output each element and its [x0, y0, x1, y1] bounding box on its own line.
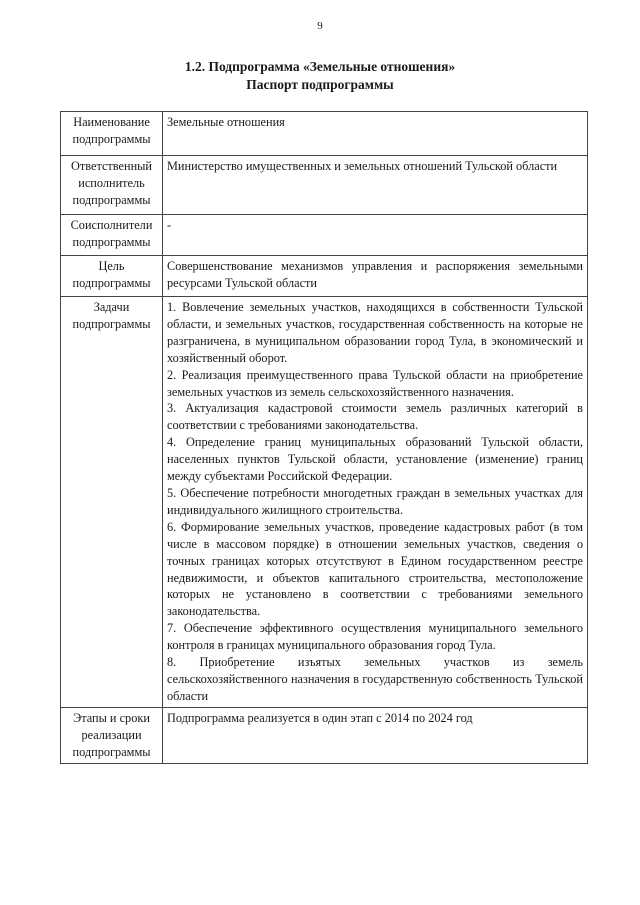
- row-label: Наименование подпрограммы: [61, 112, 163, 156]
- task-item: 4. Определение границ муниципальных образований Тульской области, населенных пунктов Тульской области, установление (изменение) границ между субъектами Российской Федерации.: [167, 435, 583, 484]
- row-label: Соисполнители подпрограммы: [61, 215, 163, 256]
- task-item: 8. Приобретение изъятых земельных участков из земель сельскохозяйственного назначения в государственную собственность Тульской области: [167, 655, 583, 703]
- task-item: 5. Обеспечение потребности многодетных граждан в земельных участках для индивидуального жилищного строительства.: [167, 485, 583, 517]
- row-value: Совершенствование механизмов управления и распоряжения земельными ресурсами Тульской области: [163, 256, 588, 297]
- tasks-list: [163, 297, 588, 708]
- row-label: Ответственный исполнитель подпрограммы: [61, 156, 163, 215]
- task-item: 3. Актуализация кадастровой стоимости земель различных категорий в соответствии с требованиями законодательства.: [167, 401, 583, 433]
- table-row: [61, 707, 588, 763]
- page-number: 9: [317, 20, 323, 32]
- task-item: 7. Обеспечение эффективного осуществления муниципального земельного контроля в границах муниципального образования город Тула.: [167, 621, 583, 653]
- row-value: -: [163, 215, 588, 256]
- row-label: Этапы и сроки реализации подпрограммы: [61, 707, 163, 763]
- document-heading: [0, 58, 640, 94]
- table-row: [61, 156, 588, 215]
- table-row: [61, 256, 588, 297]
- subprogram-title: 1.2. Подпрограмма «Земельные отношения»: [184, 59, 456, 74]
- table-row: [61, 112, 588, 156]
- row-label: Задачи подпрограммы: [61, 297, 163, 708]
- table-row: [61, 297, 588, 708]
- passport-title: Паспорт подпрограммы: [246, 77, 394, 92]
- task-item: 2. Реализация преимущественного права Тульской области на приобретение земельных участков из земель сельскохозяйственного назначения.: [167, 367, 583, 399]
- row-value: Земельные отношения: [163, 112, 588, 156]
- row-value: Подпрограмма реализуется в один этап с 2014 по 2024 год: [163, 707, 588, 763]
- table-row: [61, 215, 588, 256]
- task-item: 6. Формирование земельных участков, проведение кадастровых работ (в том числе в массовом порядке) в отношении земельных участков, сведения о точных границах которых отсутствуют в Едином государственном реестре недвижимости, и объектов капитального строительства, местоположение которых не установлено в соответствии с требованиями земельного законодательства.: [167, 519, 583, 619]
- row-label: Цель подпрограммы: [61, 256, 163, 297]
- task-item: 1. Вовлечение земельных участков, находящихся в собственности Тульской области, и земельных участков, государственная собственность на которые не разграничена, в муниципальном образовании город Тула, в экономический и хозяйственный оборот.: [167, 300, 583, 365]
- row-value: Министерство имущественных и земельных отношений Тульской области: [163, 156, 588, 215]
- passport-table: [60, 111, 588, 764]
